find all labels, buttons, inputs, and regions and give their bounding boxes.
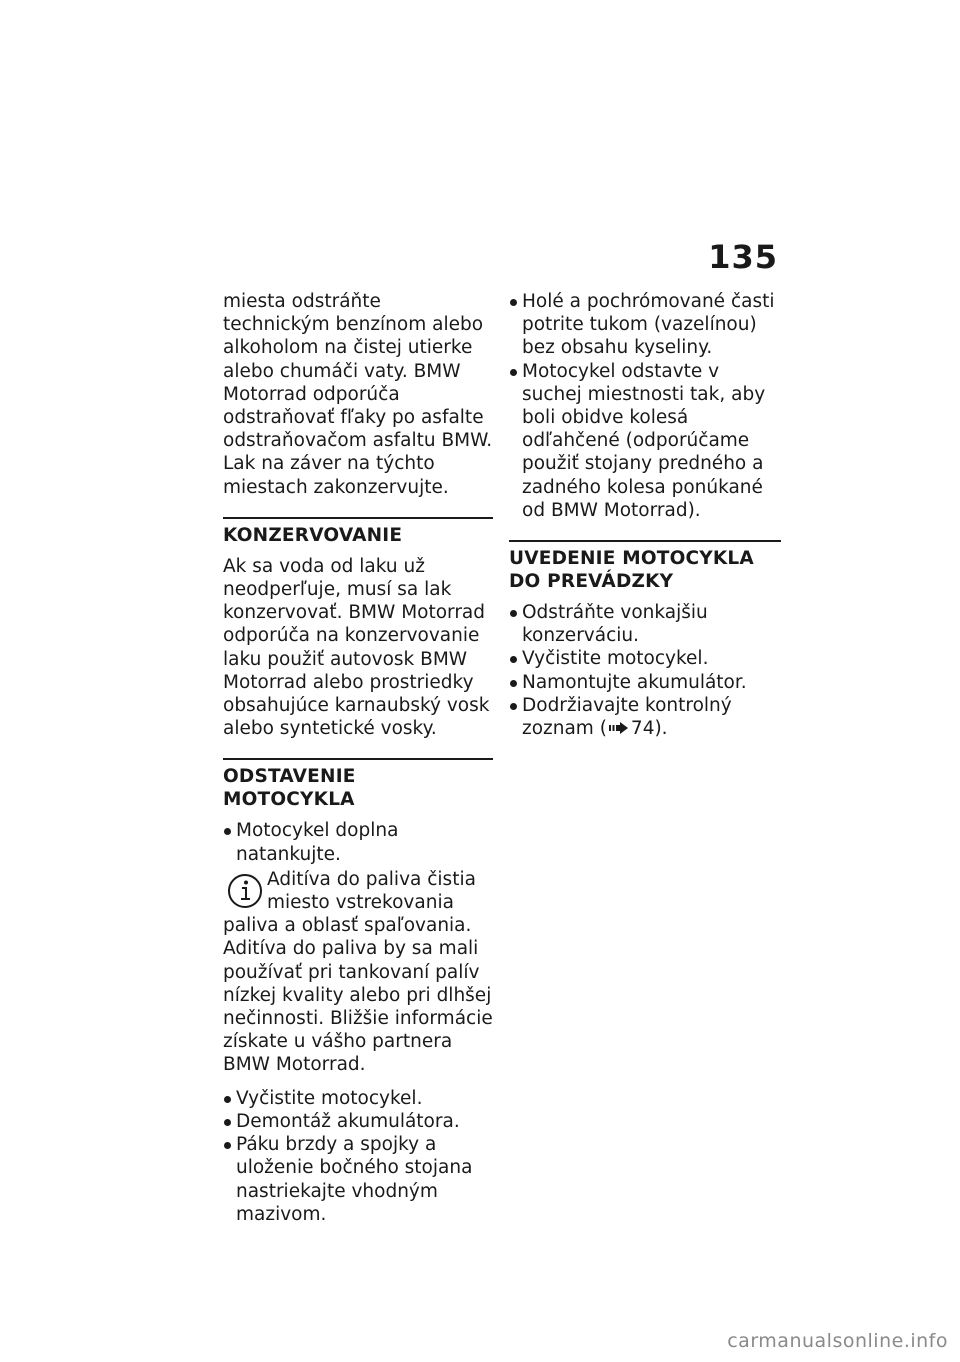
page-reference[interactable]: 74).: [630, 718, 668, 740]
list-item: Vyčistite motocykel.: [223, 1087, 493, 1110]
list-item: Namontujte akumulátor.: [509, 671, 781, 694]
watermark: carmanualsonline.info: [727, 1330, 948, 1352]
section-konzervovanie: [223, 517, 493, 741]
section-rule: [223, 758, 493, 760]
page-reference-arrow-icon[interactable]: [609, 721, 629, 735]
page-number: 135: [708, 238, 778, 276]
section-odstavenie: [223, 758, 493, 1225]
list-item: Páku brzdy a spojky a uloženie bočného stojana nastriekajte vhodným mazivom.: [223, 1133, 493, 1226]
list-item: Motocykel odstavte v suchej miestnosti tak, aby boli obidve kolesá odľahčené (odporúčame použiť stojany predného a zadného kolesa ponúkané od BMW Motorrad).: [509, 360, 781, 522]
left-column: [223, 290, 493, 1226]
list-item: [509, 694, 781, 740]
intro-paragraph: miesta odstráňte technickým benzínom alebo alkoholom na čistej utierke alebo chumáči vaty. BMW Motorrad odporúča odstraňovať fľaky po asfalte odstraňovačom asfaltu BMW. Lak na záver na týchto miestach zakonzervujte.: [223, 291, 493, 498]
list-item: Odstráňte vonkajšiu konzerváciu.: [509, 601, 781, 647]
list-item: Vyčistite motocykel.: [509, 647, 781, 670]
section-uvedenie: [509, 540, 781, 740]
section-heading: KONZERVOVANIE: [223, 524, 403, 546]
right-column: [509, 290, 781, 740]
list-item: Demontáž akumulátora.: [223, 1110, 493, 1133]
bullet-list: [223, 1087, 493, 1226]
section-text: Ak sa voda od laku už neodperľuje, musí sa lak konzervovať. BMW Motorrad odporúča na konzervovanie laku použiť autovosk BMW Motorrad alebo prostriedky obsahujúce karnaubský vosk alebo syntetické vosky.: [223, 555, 490, 740]
info-note: [223, 868, 493, 1077]
section-rule: [223, 517, 493, 519]
section-rule: [509, 540, 781, 542]
note-text-first: Aditíva do paliva čistia miesto vstrekovania: [267, 868, 476, 914]
bullet-list: [509, 290, 781, 522]
info-icon: [226, 872, 264, 910]
note-text: paliva a oblasť spaľovania. Aditíva do paliva by sa mali používať pri tankovaní palív nízkej kvality alebo pri dlhšej nečinnosti. Bližšie informácie získate u vášho partnera BMW Motorrad.: [223, 915, 493, 1076]
list-item: Holé a pochrómované časti potrite tukom (vazelínou) bez obsahu kyseliny.: [509, 290, 781, 360]
list-item: Motocykel doplna natankujte.: [223, 819, 493, 865]
bullet-list: [223, 819, 493, 865]
section-heading: UVEDENIE MOTOCYKLA DO PREVÁDZKY: [509, 548, 754, 593]
section-heading: ODSTAVENIE MOTOCYKLA: [223, 766, 356, 811]
bullet-list: [509, 601, 781, 740]
list-item-text: Dodržiavajte kontrolný zoznam (: [522, 694, 732, 740]
